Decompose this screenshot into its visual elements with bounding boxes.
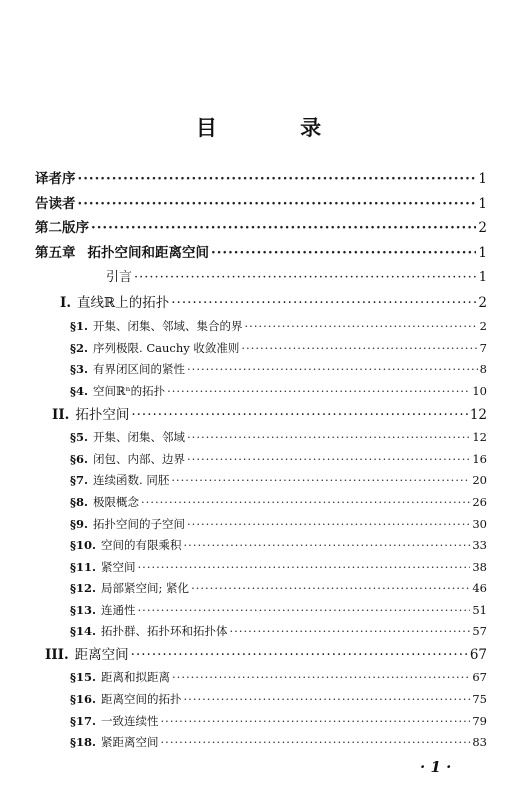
toc-entry-part-3[interactable]: [45, 643, 487, 663]
toc-entry-section-13[interactable]: [70, 602, 487, 618]
toc-entry-second-edition-preface[interactable]: [35, 216, 487, 236]
entry-label: 局部紧空间; 紧化: [101, 581, 190, 595]
section-number: §16.: [70, 692, 97, 706]
entry-page: 2: [478, 220, 487, 236]
entry-page: 16: [472, 452, 487, 466]
chapter-number: 第五章: [35, 245, 76, 261]
dot-leader: [131, 647, 468, 663]
toc-entry-note-to-readers[interactable]: [35, 192, 487, 212]
dot-leader: [241, 341, 477, 355]
entry-label: 空间的有限乘积: [101, 538, 182, 552]
section-number: §12.: [70, 581, 97, 595]
toc-entry-section-6[interactable]: [70, 451, 487, 467]
toc-entry-translator-preface[interactable]: [35, 167, 487, 187]
entry-page: 10: [472, 384, 487, 398]
dot-leader: [211, 245, 476, 261]
entry-label: 告读者: [35, 196, 76, 212]
entry-page: 12: [469, 407, 487, 423]
entry-label: 第二版序: [35, 220, 89, 236]
entry-label: 开集、闭集、邻域、集合的界: [93, 319, 243, 333]
toc-entry-part-2[interactable]: [52, 403, 487, 423]
dot-leader: [187, 430, 470, 444]
section-number: §4.: [70, 384, 89, 398]
toc-entry-section-17[interactable]: [70, 713, 487, 729]
entry-page: 12: [472, 430, 487, 444]
dot-leader: [171, 295, 476, 311]
dot-leader: [187, 517, 470, 531]
entry-label: 距离和拟距离: [101, 670, 171, 684]
toc-entry-introduction[interactable]: [106, 266, 487, 285]
section-number: §7.: [70, 473, 89, 487]
entry-label: 拓扑空间的子空间: [93, 517, 186, 531]
dot-leader: [171, 473, 470, 487]
entry-label: 拓扑空间和距离空间: [87, 245, 209, 261]
section-number: §18.: [70, 735, 97, 749]
dot-leader: [141, 495, 470, 509]
toc-entry-chapter-5[interactable]: [35, 241, 487, 261]
dot-leader: [184, 692, 471, 706]
toc-entry-section-14[interactable]: [70, 623, 487, 639]
section-number: §10.: [70, 538, 97, 552]
entry-label: 开集、闭集、邻域: [93, 430, 186, 444]
section-number: §13.: [70, 603, 97, 617]
entry-page: 46: [472, 581, 487, 595]
dot-leader: [172, 670, 470, 684]
section-number: §8.: [70, 495, 89, 509]
entry-page: 67: [472, 670, 487, 684]
section-number: §14.: [70, 624, 97, 638]
dot-leader: [245, 319, 478, 333]
entry-page: 79: [472, 714, 487, 728]
entry-label: 连续函数. 同胚: [93, 473, 170, 487]
entry-page: 75: [472, 692, 487, 706]
entry-label: 紧距离空间: [101, 735, 159, 749]
entry-page: 30: [472, 517, 487, 531]
toc-entry-section-2[interactable]: [70, 340, 487, 356]
part-number: I.: [60, 295, 72, 311]
entry-page: 8: [479, 362, 487, 376]
dot-leader: [161, 735, 471, 749]
page-title: 目 录: [195, 115, 360, 140]
entry-page: 2: [478, 295, 487, 311]
dot-leader: [191, 581, 470, 595]
entry-label: 译者序: [35, 171, 76, 187]
entry-label: 序列极限. Cauchy 收敛准则: [93, 341, 240, 355]
section-number: §2.: [70, 341, 89, 355]
entry-page: 26: [472, 495, 487, 509]
part-number: III.: [45, 647, 69, 663]
entry-page: 7: [479, 341, 487, 355]
dot-leader: [78, 171, 477, 187]
toc-entry-section-15[interactable]: [70, 669, 487, 685]
entry-label: 连通性: [101, 603, 136, 617]
entry-page: 2: [479, 319, 487, 333]
toc-entry-part-1[interactable]: [60, 291, 487, 311]
toc-entry-section-3[interactable]: [70, 361, 487, 377]
dot-leader: [167, 384, 470, 398]
entry-page: 20: [472, 473, 487, 487]
entry-page: 83: [472, 735, 487, 749]
dot-leader: [138, 603, 471, 617]
entry-page: 1: [478, 196, 487, 212]
dot-leader: [138, 560, 471, 574]
entry-label: 紧空间: [101, 560, 136, 574]
entry-page: 38: [472, 560, 487, 574]
dot-leader: [161, 714, 471, 728]
toc-entry-section-7[interactable]: [70, 472, 487, 488]
dot-leader: [230, 624, 471, 638]
toc-entry-section-10[interactable]: [70, 537, 487, 553]
entry-label: 闭包、内部、边界: [93, 452, 186, 466]
toc-entry-section-16[interactable]: [70, 691, 487, 707]
dot-leader: [187, 452, 470, 466]
entry-label: 极限概念: [93, 495, 140, 509]
entry-page: 33: [472, 538, 487, 552]
entry-page: 1: [478, 171, 487, 187]
entry-label: 直线ℝ上的拓扑: [77, 295, 170, 311]
entry-label: 有界闭区间的紧性: [93, 362, 186, 376]
toc-entry-section-1[interactable]: [70, 318, 487, 334]
section-number: §15.: [70, 670, 97, 684]
dot-leader: [131, 407, 467, 423]
entry-label: 拓扑群、拓扑环和拓扑体: [101, 624, 228, 638]
dot-leader: [134, 270, 477, 285]
entry-label: 拓扑空间: [75, 407, 130, 423]
section-number: §3.: [70, 362, 89, 376]
entry-page: 1: [478, 270, 487, 285]
section-number: §1.: [70, 319, 89, 333]
toc-entry-section-8[interactable]: [70, 494, 487, 510]
entry-page: 51: [472, 603, 487, 617]
section-number: §17.: [70, 714, 97, 728]
section-number: §5.: [70, 430, 89, 444]
dot-leader: [187, 362, 478, 376]
dot-leader: [78, 196, 477, 212]
toc-entry-section-18[interactable]: [70, 734, 487, 750]
toc-entry-section-9[interactable]: [70, 516, 487, 532]
section-number: §6.: [70, 452, 89, 466]
entry-label: 距离空间: [74, 647, 129, 663]
entry-label: 引言: [106, 270, 133, 285]
section-number: §11.: [70, 560, 97, 574]
toc-entry-section-4[interactable]: [70, 383, 487, 399]
entry-label: 距离空间的拓扑: [101, 692, 182, 706]
dot-leader: [184, 538, 471, 552]
entry-label: 一致连续性: [101, 714, 159, 728]
entry-label: 空间ℝⁿ的拓扑: [93, 384, 166, 398]
dot-leader: [91, 220, 476, 236]
entry-page: 57: [472, 624, 487, 638]
entry-page: 1: [478, 245, 487, 261]
part-number: II.: [52, 407, 70, 423]
toc-entry-section-5[interactable]: [70, 429, 487, 445]
toc-entry-section-11[interactable]: [70, 559, 487, 575]
toc-entry-section-12[interactable]: [70, 580, 487, 596]
page-number: · 1 ·: [420, 758, 452, 776]
entry-page: 67: [469, 647, 487, 663]
section-number: §9.: [70, 517, 89, 531]
